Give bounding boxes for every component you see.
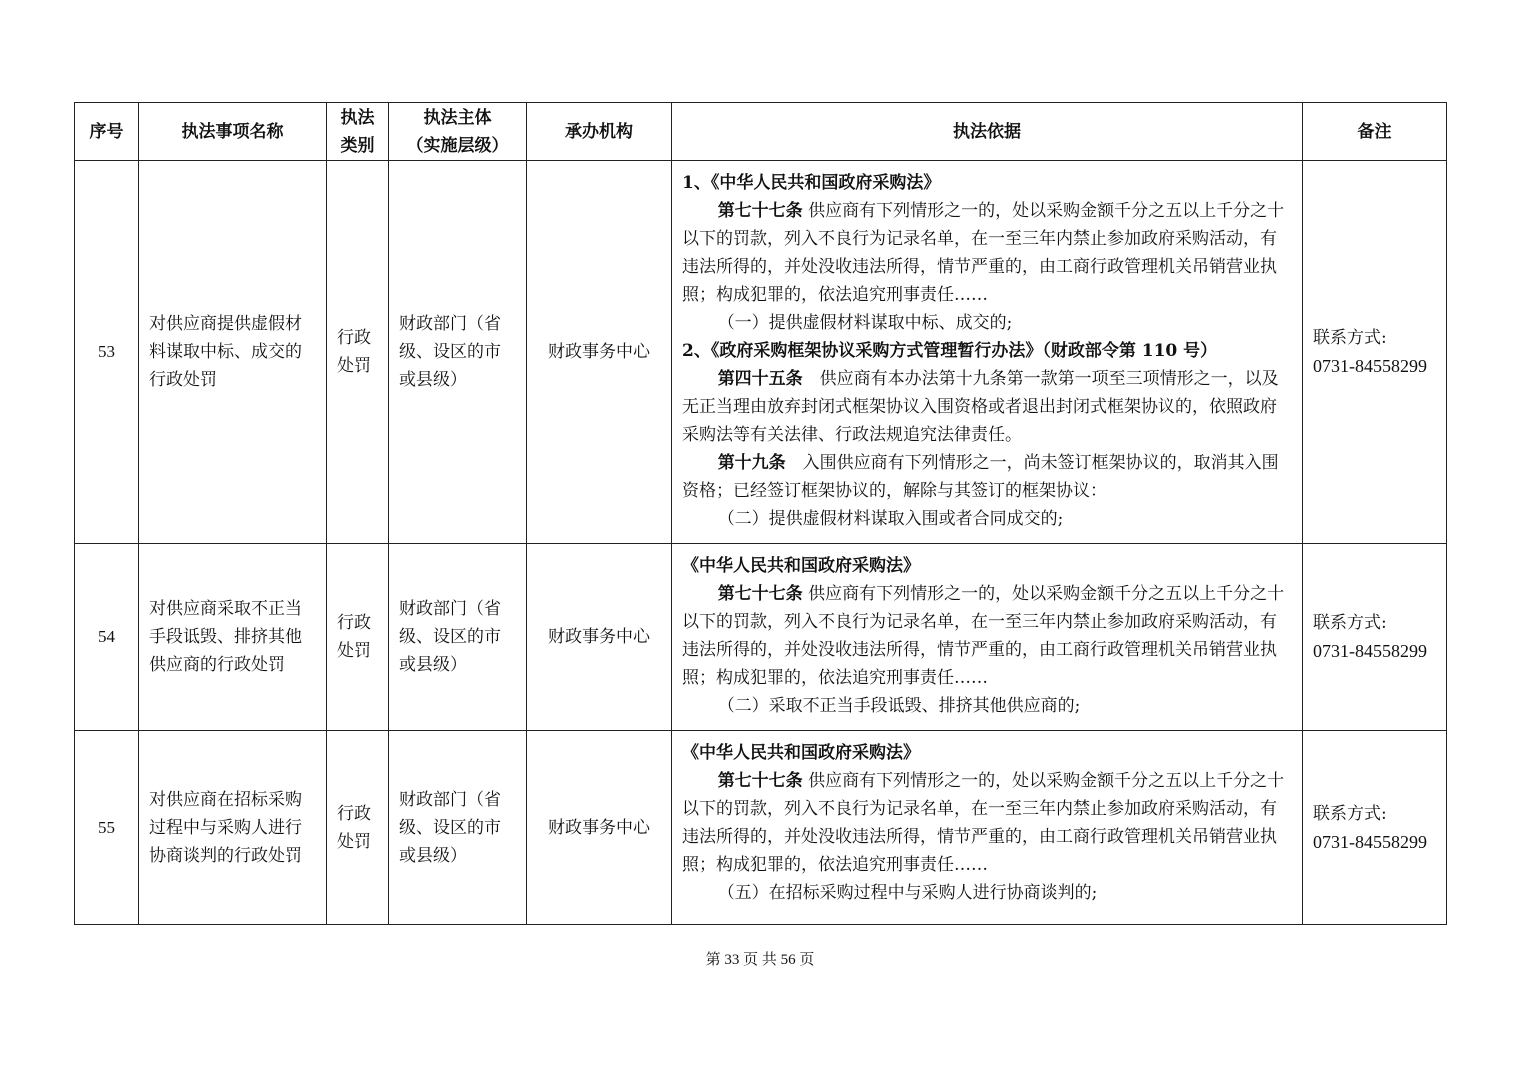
table-row [75, 731, 1447, 925]
basis-article: 第四十五条 供应商有本办法第十九条第一款第一项至三项情形之一，以及无正当理由放弃封闭式框架协议入围资格或者退出封闭式框架协议的，依照政府采购法等有关法律、行政法规追究法律责任。 [682, 369, 1279, 445]
row-remark [1303, 161, 1447, 544]
header-subject: 执法主体 （实施层级） [389, 103, 527, 161]
basis-law-title: 《中华人民共和国政府采购法》 [682, 743, 920, 763]
row-basis [672, 161, 1303, 544]
row-agency: 财政事务中心 [527, 544, 672, 731]
remark-phone: 0731-84558299 [1313, 641, 1427, 661]
remark-label: 联系方式: [1313, 613, 1387, 633]
basis-article: 第十九条 入围供应商有下列情形之一，尚未签订框架协议的，取消其入围资格；已经签订框架协议的，解除与其签订的框架协议： [682, 453, 1279, 501]
row-seq: 54 [75, 544, 139, 731]
row-agency: 财政事务中心 [527, 731, 672, 925]
remark-label: 联系方式: [1313, 328, 1387, 348]
row-category: 行政处罚 [327, 161, 389, 544]
row-basis [672, 731, 1303, 925]
table-row [75, 161, 1447, 544]
header-seq: 序号 [75, 103, 139, 161]
basis-law-title: 1、《中华人民共和国政府采购法》 [682, 173, 941, 193]
row-remark [1303, 544, 1447, 731]
header-basis: 执法依据 [672, 103, 1303, 161]
row-category: 行政处罚 [327, 731, 389, 925]
page-footer: 第 33 页 共 56 页 [705, 952, 815, 968]
row-basis [672, 544, 1303, 731]
basis-item: （五）在招标采购过程中与采购人进行协商谈判的; [717, 883, 1098, 903]
basis-article: 第七十七条 供应商有下列情形之一的，处以采购金额千分之五以上千分之十以下的罚款，列入不良行为记录名单，在一至三年内禁止参加政府采购活动，有违法所得的，并处没收违法所得，情节严重的，由工商行政管理机关吊销营业执照；构成犯罪的，依法追究刑事责任…… [682, 584, 1285, 688]
remark-label: 联系方式: [1313, 803, 1387, 824]
basis-law-title: 《中华人民共和国政府采购法》 [682, 556, 920, 576]
row-remark [1303, 731, 1447, 925]
row-name: 对供应商提供虚假材料谋取中标、成交的行政处罚 [139, 161, 327, 544]
row-subject: 财政部门（省级、设区的市或县级） [389, 161, 527, 544]
header-name: 执法事项名称 [139, 103, 327, 161]
basis-law-title: 2、《政府采购框架协议采购方式管理暂行办法》（财政部令第 110 号） [682, 341, 1218, 361]
row-subject: 财政部门（省级、设区的市或县级） [389, 731, 527, 925]
basis-article: 第七十七条 供应商有下列情形之一的，处以采购金额千分之五以上千分之十以下的罚款，列入不良行为记录名单，在一至三年内禁止参加政府采购活动，有违法所得的，并处没收违法所得，情节严重的，由工商行政管理机关吊销营业执照；构成犯罪的，依法追究刑事责任…… [682, 201, 1285, 305]
row-seq: 53 [75, 161, 139, 544]
row-agency: 财政事务中心 [527, 161, 672, 544]
remark-phone: 0731-84558299 [1313, 356, 1427, 376]
header-category: 执法 类别 [327, 103, 389, 161]
row-seq: 55 [75, 731, 139, 925]
enforcement-table [74, 102, 1447, 925]
row-name: 对供应商在招标采购过程中与采购人进行协商谈判的行政处罚 [139, 731, 327, 925]
basis-item: （一）提供虚假材料谋取中标、成交的; [717, 313, 1013, 333]
header-agency: 承办机构 [527, 103, 672, 161]
basis-item: （二）采取不正当手段诋毁、排挤其他供应商的; [717, 696, 1081, 716]
row-subject: 财政部门（省级、设区的市或县级） [389, 544, 527, 731]
header-row [75, 103, 1447, 161]
row-name: 对供应商采取不正当手段诋毁、排挤其他供应商的行政处罚 [139, 544, 327, 731]
basis-item: （二）提供虚假材料谋取入围或者合同成交的; [717, 509, 1064, 529]
basis-article: 第七十七条 供应商有下列情形之一的，处以采购金额千分之五以上千分之十以下的罚款，列入不良行为记录名单，在一至三年内禁止参加政府采购活动，有违法所得的，并处没收违法所得，情节严重的，由工商行政管理机关吊销营业执照；构成犯罪的，依法追究刑事责任…… [682, 771, 1285, 875]
row-category: 行政处罚 [327, 544, 389, 731]
table-row [75, 544, 1447, 731]
remark-phone: 0731-84558299 [1313, 831, 1427, 852]
header-remark: 备注 [1303, 103, 1447, 161]
